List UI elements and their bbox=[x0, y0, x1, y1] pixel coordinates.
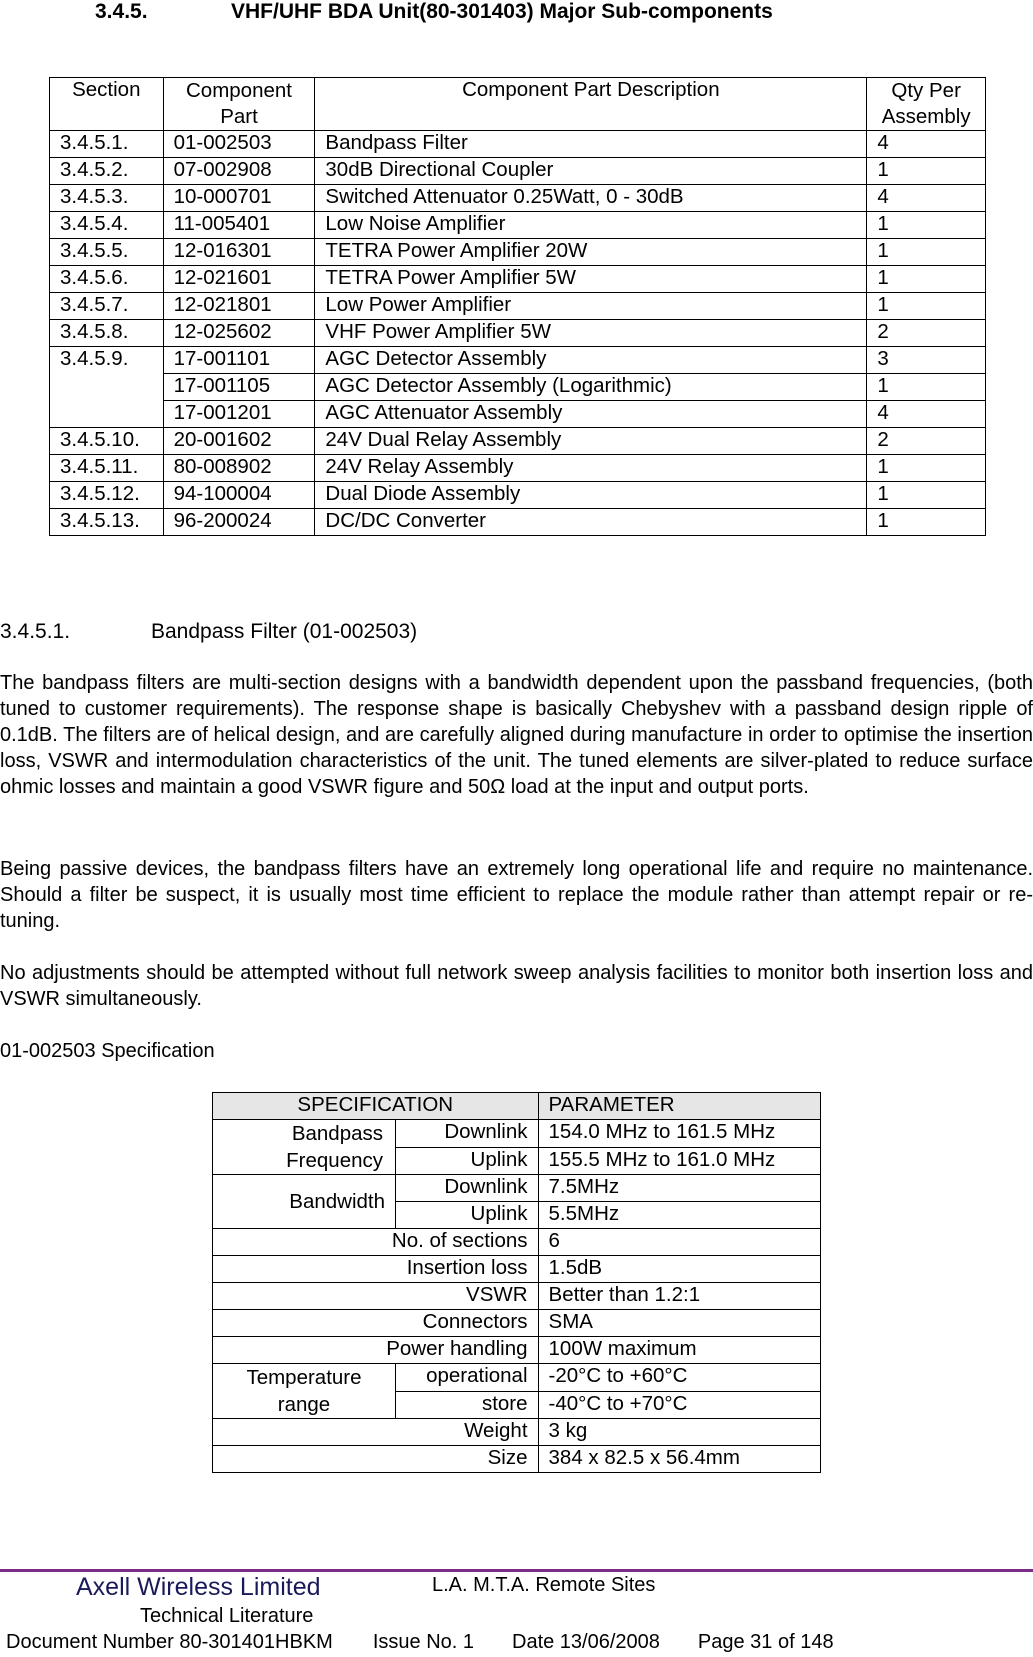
spec-row bbox=[213, 1229, 821, 1256]
component-row bbox=[50, 293, 986, 320]
component-quantity: 1 bbox=[867, 482, 986, 509]
component-row bbox=[50, 266, 986, 293]
component-part-number: 80-008902 bbox=[163, 455, 315, 482]
component-section: 3.4.5.3. bbox=[50, 185, 164, 212]
component-part-number: 07-002908 bbox=[163, 158, 315, 185]
component-row bbox=[50, 131, 986, 158]
component-description: TETRA Power Amplifier 5W bbox=[315, 266, 867, 293]
component-description: 30dB Directional Coupler bbox=[315, 158, 867, 185]
component-section: 3.4.5.4. bbox=[50, 212, 164, 239]
component-description: 24V Dual Relay Assembly bbox=[315, 428, 867, 455]
component-quantity: 3 bbox=[867, 347, 986, 374]
component-description: AGC Detector Assembly bbox=[315, 347, 867, 374]
component-row bbox=[50, 374, 986, 401]
component-section: 3.4.5.2. bbox=[50, 158, 164, 185]
section-heading bbox=[95, 0, 773, 24]
component-quantity: 1 bbox=[867, 374, 986, 401]
col-header-section: Section bbox=[50, 78, 164, 131]
component-description: Switched Attenuator 0.25Watt, 0 - 30dB bbox=[315, 185, 867, 212]
components-header-row bbox=[50, 78, 986, 131]
component-quantity: 1 bbox=[867, 212, 986, 239]
temp-store-label: store bbox=[396, 1391, 539, 1419]
size-value: 384 x 82.5 x 56.4mm bbox=[538, 1446, 820, 1473]
component-description: DC/DC Converter bbox=[315, 509, 867, 536]
component-part-number: 96-200024 bbox=[163, 509, 315, 536]
component-quantity: 4 bbox=[867, 185, 986, 212]
bp-uplink-label: Uplink bbox=[396, 1147, 539, 1175]
subsection-number: 3.4.5.1. bbox=[0, 620, 71, 643]
component-section: 3.4.5.6. bbox=[50, 266, 164, 293]
component-row bbox=[50, 239, 986, 266]
component-row bbox=[50, 347, 986, 374]
vswr-value: Better than 1.2:1 bbox=[538, 1283, 820, 1310]
spec-caption: 01-002503 Specification bbox=[0, 1040, 215, 1062]
col-header-description: Component Part Description bbox=[315, 78, 867, 131]
spec-row bbox=[213, 1283, 821, 1310]
insertion-loss-label: Insertion loss bbox=[213, 1256, 539, 1283]
component-description: TETRA Power Amplifier 20W bbox=[315, 239, 867, 266]
component-section: 3.4.5.8. bbox=[50, 320, 164, 347]
document-info-line bbox=[6, 1631, 834, 1654]
weight-label: Weight bbox=[213, 1419, 539, 1446]
paragraph-adjustments: No adjustments should be attempted without full network sweep analysis facilities to monitor both insertion loss and VSWR simultaneously. bbox=[0, 962, 1033, 1010]
power-handling-value: 100W maximum bbox=[538, 1337, 820, 1364]
footer-rule bbox=[0, 1569, 1033, 1572]
component-part-number: 12-021801 bbox=[163, 293, 315, 320]
component-description: Dual Diode Assembly bbox=[315, 482, 867, 509]
component-quantity: 1 bbox=[867, 509, 986, 536]
spec-header-row bbox=[213, 1093, 821, 1120]
component-row bbox=[50, 401, 986, 428]
component-section: 3.4.5.1. bbox=[50, 131, 164, 158]
component-description: Low Power Amplifier bbox=[315, 293, 867, 320]
component-section: 3.4.5.12. bbox=[50, 482, 164, 509]
component-section: 3.4.5.11. bbox=[50, 455, 164, 482]
component-quantity: 1 bbox=[867, 158, 986, 185]
component-row bbox=[50, 428, 986, 455]
temp-store-value: -40°C to +70°C bbox=[538, 1391, 820, 1419]
component-section: 3.4.5.9. bbox=[50, 347, 164, 428]
component-part-number: 10-000701 bbox=[163, 185, 315, 212]
bp-uplink-value: 155.5 MHz to 161.0 MHz bbox=[538, 1147, 820, 1175]
size-label: Size bbox=[213, 1446, 539, 1473]
document-number: Document Number 80-301401HBKM bbox=[6, 1631, 333, 1653]
component-section: 3.4.5.13. bbox=[50, 509, 164, 536]
insertion-loss-value: 1.5dB bbox=[538, 1256, 820, 1283]
subsection-heading bbox=[0, 620, 417, 644]
vswr-label: VSWR bbox=[213, 1283, 539, 1310]
spec-row bbox=[213, 1419, 821, 1446]
project-name: L.A. M.T.A. Remote Sites bbox=[432, 1574, 656, 1596]
sections-value: 6 bbox=[538, 1229, 820, 1256]
component-description: AGC Attenuator Assembly bbox=[315, 401, 867, 428]
component-row bbox=[50, 320, 986, 347]
components-body bbox=[50, 131, 986, 536]
component-description: Low Noise Amplifier bbox=[315, 212, 867, 239]
spec-row bbox=[213, 1120, 821, 1148]
bandwidth-label: Bandwidth bbox=[213, 1175, 396, 1229]
bw-downlink-label: Downlink bbox=[396, 1175, 539, 1202]
issue-date: Date 13/06/2008 bbox=[512, 1631, 660, 1653]
component-description: VHF Power Amplifier 5W bbox=[315, 320, 867, 347]
component-part-number: 12-016301 bbox=[163, 239, 315, 266]
company-name: Axell Wireless Limited bbox=[76, 1573, 321, 1601]
component-part-number: 01-002503 bbox=[163, 131, 315, 158]
col-header-part: Component Part bbox=[163, 78, 315, 131]
power-handling-label: Power handling bbox=[213, 1337, 539, 1364]
component-description: 24V Relay Assembly bbox=[315, 455, 867, 482]
bp-downlink-label: Downlink bbox=[396, 1120, 539, 1148]
paragraph-description: The bandpass filters are multi-section designs with a bandwidth dependent upon the passband frequencies, (both tuned to customer requirements). The response shape is basically Chebyshev with a passband design ripple of 0.1dB. The filters are of helical design, and are carefully aligned during manufacture in order to optimise the insertion loss, VSWR and intermodulation characteristics of the unit. The tuned elements are silver-plated to reduce surface ohmic losses and maintain a good VSWR figure and 50Ω load at the input and output ports. bbox=[0, 672, 1033, 798]
spec-row bbox=[213, 1446, 821, 1473]
component-part-number: 17-001101 bbox=[163, 347, 315, 374]
page-number: Page 31 of 148 bbox=[697, 1631, 834, 1653]
bp-downlink-value: 154.0 MHz to 161.5 MHz bbox=[538, 1120, 820, 1148]
bw-downlink-value: 7.5MHz bbox=[538, 1175, 820, 1202]
paragraph-maintenance: Being passive devices, the bandpass filters have an extremely long operational life and require no maintenance. Should a filter be suspect, it is usually most time efficient to replace the module rather than attempt repair or re-tuning. bbox=[0, 858, 1033, 932]
component-description: Bandpass Filter bbox=[315, 131, 867, 158]
spec-row bbox=[213, 1310, 821, 1337]
spec-header: SPECIFICATION bbox=[213, 1093, 539, 1120]
component-part-number: 17-001201 bbox=[163, 401, 315, 428]
connectors-value: SMA bbox=[538, 1310, 820, 1337]
component-quantity: 1 bbox=[867, 293, 986, 320]
component-row bbox=[50, 212, 986, 239]
section-number: 3.4.5. bbox=[95, 0, 148, 23]
param-header: PARAMETER bbox=[538, 1093, 820, 1120]
component-row bbox=[50, 509, 986, 536]
component-section: 3.4.5.5. bbox=[50, 239, 164, 266]
bandpass-frequency-label: Bandpass Frequency bbox=[213, 1120, 396, 1175]
component-part-number: 11-005401 bbox=[163, 212, 315, 239]
component-quantity: 1 bbox=[867, 455, 986, 482]
bw-uplink-label: Uplink bbox=[396, 1202, 539, 1229]
issue-number: Issue No. 1 bbox=[372, 1631, 474, 1653]
sections-label: No. of sections bbox=[213, 1229, 539, 1256]
components-table bbox=[49, 77, 986, 536]
component-description: AGC Detector Assembly (Logarithmic) bbox=[315, 374, 867, 401]
component-quantity: 2 bbox=[867, 320, 986, 347]
section-title: VHF/UHF BDA Unit(80-301403) Major Sub-components bbox=[231, 0, 773, 23]
component-part-number: 12-025602 bbox=[163, 320, 315, 347]
spec-row bbox=[213, 1337, 821, 1364]
component-row bbox=[50, 455, 986, 482]
subsection-title: Bandpass Filter (01-002503) bbox=[151, 620, 418, 643]
component-quantity: 2 bbox=[867, 428, 986, 455]
component-part-number: 17-001105 bbox=[163, 374, 315, 401]
temp-operational-label: operational bbox=[396, 1364, 539, 1392]
component-quantity: 1 bbox=[867, 266, 986, 293]
spec-row bbox=[213, 1256, 821, 1283]
temperature-range-label: Temperature range bbox=[213, 1364, 396, 1419]
component-row bbox=[50, 158, 986, 185]
component-quantity: 4 bbox=[867, 131, 986, 158]
component-row bbox=[50, 482, 986, 509]
component-section: 3.4.5.7. bbox=[50, 293, 164, 320]
technical-literature-label: Technical Literature bbox=[140, 1605, 314, 1627]
component-section: 3.4.5.10. bbox=[50, 428, 164, 455]
component-row bbox=[50, 185, 986, 212]
component-quantity: 4 bbox=[867, 401, 986, 428]
weight-value: 3 kg bbox=[538, 1419, 820, 1446]
component-part-number: 20-001602 bbox=[163, 428, 315, 455]
component-quantity: 1 bbox=[867, 239, 986, 266]
connectors-label: Connectors bbox=[213, 1310, 539, 1337]
component-part-number: 12-021601 bbox=[163, 266, 315, 293]
component-part-number: 94-100004 bbox=[163, 482, 315, 509]
bw-uplink-value: 5.5MHz bbox=[538, 1202, 820, 1229]
col-header-qty: Qty Per Assembly bbox=[867, 78, 986, 131]
spec-row bbox=[213, 1364, 821, 1392]
spec-row bbox=[213, 1175, 821, 1202]
temp-operational-value: -20°C to +60°C bbox=[538, 1364, 820, 1392]
specification-table bbox=[212, 1092, 821, 1473]
